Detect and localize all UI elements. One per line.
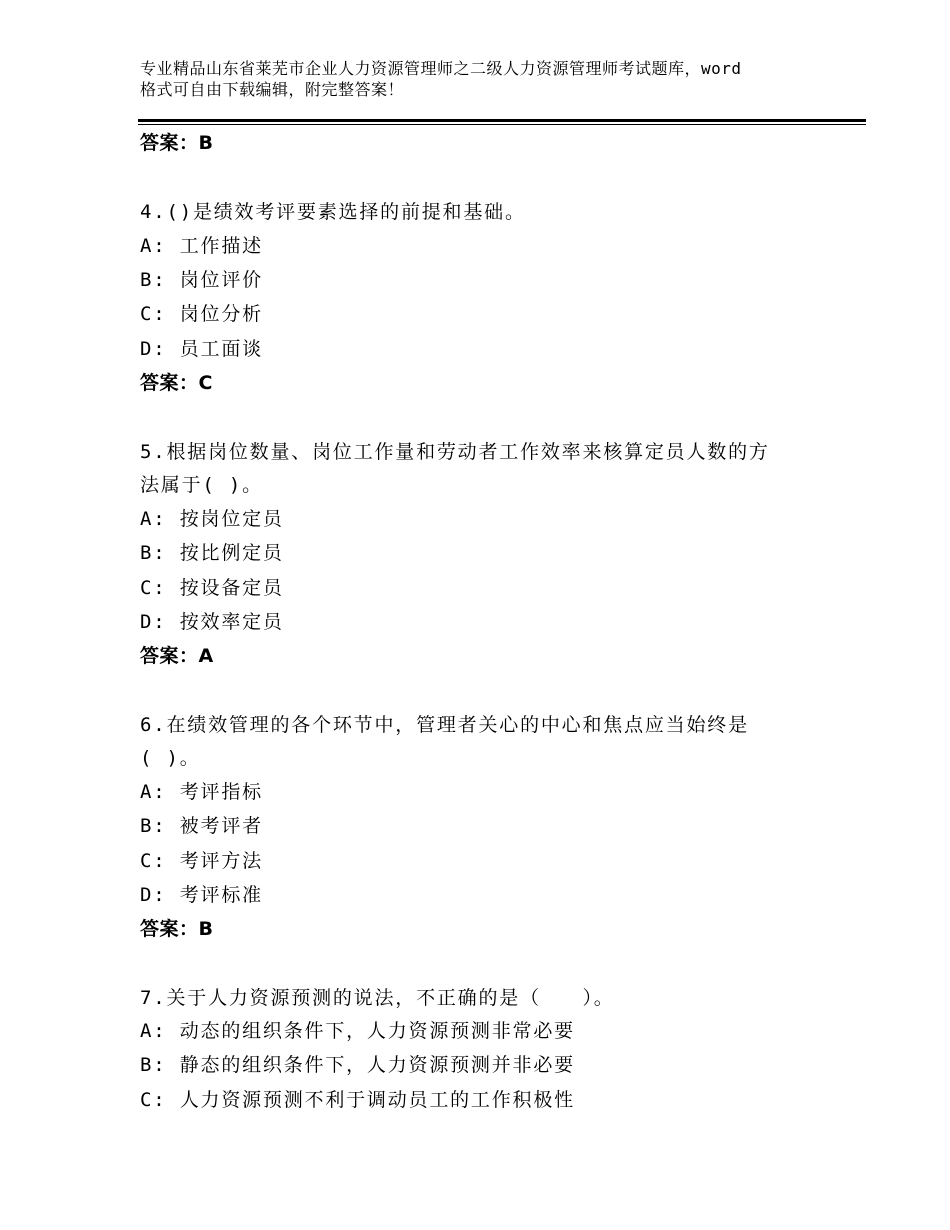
option-a: A: 工作描述 <box>140 235 263 257</box>
option-c: C: 按设备定员 <box>140 577 284 599</box>
option-b: B: 静态的组织条件下，人力资源预测并非必要 <box>140 1054 575 1076</box>
header-line-2: 格式可自由下载编辑，附完整答案！ <box>140 80 405 99</box>
option-b: B: 被考评者 <box>140 815 263 837</box>
option-d: D: 按效率定员 <box>140 611 284 633</box>
option-b: B: 岗位评价 <box>140 269 263 291</box>
answer-label: 答案：B <box>140 132 214 154</box>
option-a: A: 按岗位定员 <box>140 508 284 530</box>
option-d: D: 员工面谈 <box>140 338 263 360</box>
answer-label: 答案：B <box>140 918 214 940</box>
option-a: A: 考评指标 <box>140 781 263 803</box>
option-a: A: 动态的组织条件下，人力资源预测非常必要 <box>140 1020 575 1042</box>
header-line-1: 专业精品山东省莱芜市企业人力资源管理师之二级人力资源管理师考试题库，word <box>140 59 742 78</box>
question-stem: 7.关于人力资源预测的说法，不正确的是（ ）。 <box>140 987 615 1009</box>
answer-label: 答案：C <box>140 372 213 394</box>
option-c: C: 考评方法 <box>140 850 263 872</box>
question-stem: 4.()是绩效考评要素选择的前提和基础。 <box>140 201 526 223</box>
option-b: B: 按比例定员 <box>140 542 284 564</box>
option-c: C: 岗位分析 <box>140 303 263 325</box>
question-stem: 6.在绩效管理的各个环节中，管理者关心的中心和焦点应当始终是 <box>140 714 749 736</box>
question-stem: 5.根据岗位数量、岗位工作量和劳动者工作效率来核算定员人数的方 <box>140 441 770 463</box>
answer-label: 答案：A <box>140 645 214 667</box>
page-header <box>140 58 840 100</box>
option-c: C: 人力资源预测不利于调动员工的工作积极性 <box>140 1089 575 1111</box>
question-stem-continued: 法属于( )。 <box>140 474 263 496</box>
option-d: D: 考评标准 <box>140 884 263 906</box>
question-stem-continued: ( )。 <box>140 747 201 769</box>
header-divider <box>138 119 866 125</box>
